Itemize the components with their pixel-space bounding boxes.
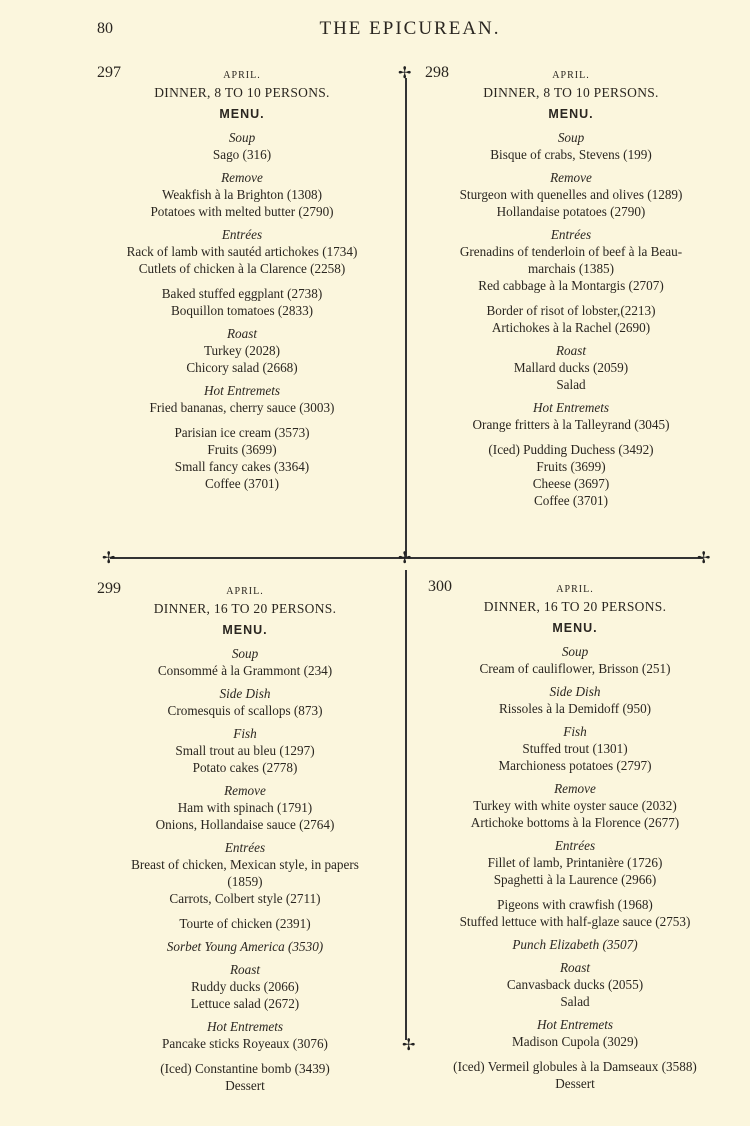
menu-month: APRIL.	[226, 586, 264, 597]
section-heading: Soup	[228, 130, 256, 145]
section-heading: Hot Entremets	[203, 383, 281, 398]
dish-item: Red cabbage à la Montargis (2707)	[478, 278, 664, 293]
section-heading: Hot Entremets	[536, 1017, 614, 1032]
dish-item: Salad	[560, 994, 590, 1009]
dish-item: Ruddy ducks (2066)	[191, 979, 299, 994]
menu-label: MENU.	[222, 623, 268, 637]
menu-298	[425, 64, 717, 509]
menu-section	[97, 382, 387, 416]
section-heading: Roast	[229, 962, 261, 977]
section-heading: Roast	[559, 960, 591, 975]
dish-item: Sturgeon with quenelles and olives (1289)	[459, 187, 683, 202]
menu-title: DINNER, 16 TO 20 PERSONS.	[153, 601, 337, 616]
dish-item: Mallard ducks (2059)	[513, 360, 629, 375]
dish-item: Cutlets of chicken à la Clarence (2258)	[138, 261, 346, 276]
dish-item: Fruits (3699)	[536, 459, 606, 474]
dish-item: marchais (1385)	[527, 261, 615, 276]
dish-item: Small trout au bleu (1297)	[175, 743, 315, 758]
menu-header	[425, 64, 717, 84]
menu-section	[97, 1018, 393, 1052]
dish-item: Madison Cupola (3029)	[511, 1034, 638, 1049]
dish-item: Grenadins of tenderloin of beef à la Beau-	[459, 244, 683, 259]
menu-section	[97, 685, 393, 719]
vertical-rule-bottom	[405, 570, 407, 1040]
dish-item: (Iced) Vermeil globules à la Damseaux (3588)	[453, 1059, 697, 1074]
menu-section	[97, 725, 393, 776]
menu-section	[425, 441, 717, 509]
menu-section	[428, 896, 722, 930]
dish-item: Bisque of crabs, Stevens (199)	[490, 147, 652, 162]
dish-item: Fruits (3699)	[207, 442, 277, 457]
menu-number: 297	[97, 64, 121, 81]
dish-item: Stuffed trout (1301)	[522, 741, 628, 756]
menu-header	[97, 64, 387, 84]
section-heading: Fish	[233, 726, 257, 741]
menu-section	[425, 169, 717, 220]
menu-section	[425, 226, 717, 294]
menu-section	[97, 424, 387, 492]
section-heading: Hot Entremets	[532, 400, 610, 415]
menu-299	[97, 580, 393, 1094]
section-heading: Punch Elizabeth (3507)	[512, 937, 638, 952]
dish-item: Tourte of chicken (2391)	[179, 916, 311, 931]
dish-item: Coffee (3701)	[533, 493, 609, 508]
menu-section	[428, 1016, 722, 1050]
menu-section	[428, 936, 722, 953]
dish-item: Marchioness potatoes (2797)	[498, 758, 652, 773]
menu-section	[428, 643, 722, 677]
cross-ornament-icon: ✢	[402, 1037, 416, 1054]
dish-item: Consommé à la Grammont (234)	[157, 663, 333, 678]
cross-ornament-icon: ✢	[697, 550, 711, 567]
section-heading: Roast	[555, 343, 587, 358]
section-heading: Fish	[563, 724, 587, 739]
dish-item: (Iced) Constantine bomb (3439)	[160, 1061, 330, 1076]
section-heading: Entrées	[550, 227, 592, 242]
dish-item: Breast of chicken, Mexican style, in papers	[131, 857, 359, 872]
dish-item: Turkey (2028)	[203, 343, 281, 358]
menu-section	[425, 129, 717, 163]
menu-section	[97, 169, 387, 220]
page-number: 80	[97, 20, 113, 37]
section-heading: Remove	[224, 783, 266, 798]
section-heading: Entrées	[221, 227, 263, 242]
section-heading: Soup	[557, 130, 585, 145]
dish-item: Pancake sticks Royeaux (3076)	[162, 1036, 328, 1051]
dish-item: Onions, Hollandaise sauce (2764)	[155, 817, 335, 832]
dish-item: Chicory salad (2668)	[186, 360, 298, 375]
dish-item: Canvasback ducks (2055)	[506, 977, 644, 992]
dish-item: Fried bananas, cherry sauce (3003)	[149, 400, 335, 415]
menu-section	[425, 399, 717, 433]
menu-section	[97, 915, 393, 932]
running-head: THE EPICUREAN.	[319, 18, 501, 39]
section-heading: Entrées	[554, 838, 596, 853]
menu-title: DINNER, 8 TO 10 PERSONS.	[483, 85, 659, 100]
section-heading: Remove	[554, 781, 596, 796]
section-heading: Remove	[221, 170, 263, 185]
vertical-rule-top	[405, 78, 407, 558]
menu-section	[428, 1058, 722, 1092]
section-heading: Roast	[226, 326, 258, 341]
dish-item: Ham with spinach (1791)	[177, 800, 313, 815]
dish-item: Dessert	[555, 1076, 595, 1091]
menu-section	[97, 285, 387, 319]
dish-item: Turkey with white oyster sauce (2032)	[473, 798, 677, 813]
menu-section	[428, 683, 722, 717]
dish-item: Border of risot of lobster,(2213)	[486, 303, 656, 318]
dish-item: Coffee (3701)	[204, 476, 280, 491]
menu-header	[97, 580, 393, 600]
menu-number: 298	[425, 64, 449, 81]
cross-ornament-icon: ✢	[102, 550, 116, 567]
menu-section	[428, 959, 722, 1010]
dish-item: Pigeons with crawfish (1968)	[497, 897, 653, 912]
dish-item: Weakfish à la Brighton (1308)	[161, 187, 323, 202]
dish-item: Stuffed lettuce with half-glaze sauce (2753)	[459, 914, 691, 929]
menu-number: 300	[428, 578, 452, 595]
menu-section	[428, 723, 722, 774]
section-heading: Hot Entremets	[206, 1019, 284, 1034]
dish-item: Salad	[556, 377, 586, 392]
menu-title: DINNER, 16 TO 20 PERSONS.	[483, 599, 667, 614]
dish-item: Potato cakes (2778)	[192, 760, 298, 775]
menu-section	[428, 837, 722, 888]
menu-month: APRIL.	[552, 70, 590, 81]
dish-item: (Iced) Pudding Duchess (3492)	[488, 442, 654, 457]
dish-item: Artichoke bottoms à la Florence (2677)	[470, 815, 680, 830]
menu-section	[428, 780, 722, 831]
dish-item: Cromesquis of scallops (873)	[167, 703, 323, 718]
dish-item: Fillet of lamb, Printanière (1726)	[487, 855, 663, 870]
dish-item: Rissoles à la Demidoff (950)	[498, 701, 652, 716]
section-heading: Side Dish	[549, 684, 601, 699]
dish-item: Spaghetti à la Laurence (2966)	[493, 872, 657, 887]
dish-item: (1859)	[227, 874, 263, 889]
section-heading: Sorbet Young America (3530)	[166, 939, 324, 954]
dish-item: Cream of cauliflower, Brisson (251)	[479, 661, 671, 676]
dish-item: Lettuce salad (2672)	[190, 996, 300, 1011]
menu-section	[97, 129, 387, 163]
menu-section	[97, 782, 393, 833]
dish-item: Potatoes with melted butter (2790)	[150, 204, 334, 219]
dish-item: Carrots, Colbert style (2711)	[169, 891, 321, 906]
dish-item: Hollandaise potatoes (2790)	[496, 204, 646, 219]
menu-300	[428, 578, 722, 1092]
menu-title: DINNER, 8 TO 10 PERSONS.	[154, 85, 330, 100]
menu-section	[97, 839, 393, 907]
dish-item: Dessert	[225, 1078, 265, 1093]
menu-label: MENU.	[552, 621, 598, 635]
menu-297	[97, 64, 387, 492]
dish-item: Small fancy cakes (3364)	[174, 459, 310, 474]
dish-item: Parisian ice cream (3573)	[174, 425, 310, 440]
dish-item: Rack of lamb with sautéd artichokes (1734)	[126, 244, 358, 259]
menu-section	[97, 645, 393, 679]
menu-number: 299	[97, 580, 121, 597]
cross-ornament-icon: ✢	[398, 65, 412, 82]
dish-item: Baked stuffed eggplant (2738)	[161, 286, 323, 301]
dish-item: Orange fritters à la Talleyrand (3045)	[472, 417, 670, 432]
menu-section	[97, 1060, 393, 1094]
dish-item: Boquillon tomatoes (2833)	[170, 303, 314, 318]
menu-section	[97, 961, 393, 1012]
section-heading: Side Dish	[219, 686, 271, 701]
menu-section	[425, 342, 717, 393]
section-heading: Soup	[231, 646, 259, 661]
menu-label: MENU.	[548, 107, 594, 121]
section-heading: Entrées	[224, 840, 266, 855]
section-heading: Remove	[550, 170, 592, 185]
menu-month: APRIL.	[556, 584, 594, 595]
dish-item: Cheese (3697)	[532, 476, 610, 491]
menu-header	[428, 578, 722, 598]
menu-section	[97, 226, 387, 277]
dish-item: Sago (316)	[212, 147, 272, 162]
cross-ornament-icon: ✢	[398, 550, 412, 567]
menu-section	[97, 325, 387, 376]
menu-label: MENU.	[219, 107, 265, 121]
menu-month: APRIL.	[223, 70, 261, 81]
section-heading: Soup	[561, 644, 589, 659]
menu-section	[425, 302, 717, 336]
dish-item: Artichokes à la Rachel (2690)	[491, 320, 651, 335]
menu-section	[97, 938, 393, 955]
